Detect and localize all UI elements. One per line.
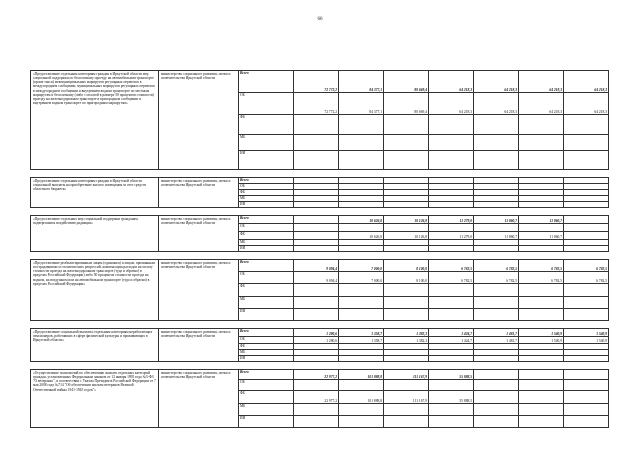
amount-cell: [339, 380, 384, 391]
table-row: [31, 216, 609, 224]
amount-cell: 64 218,3: [519, 71, 564, 93]
amount-cell: [384, 309, 429, 321]
amount-cell: [564, 115, 609, 135]
amount-cell: [564, 309, 609, 321]
amount-cell: [294, 216, 339, 224]
amount-cell: [519, 224, 564, 232]
amount-cell: [429, 224, 474, 232]
amount-cell: 1 280,6: [294, 329, 339, 337]
amount-cell: 1 382,3: [384, 337, 429, 344]
amount-cell: 80 669,4: [384, 93, 429, 115]
amount-cell: 101 888,8: [339, 391, 384, 404]
amount-cell: 64 218,3: [564, 71, 609, 93]
amount-cell: 64 218,3: [429, 93, 474, 115]
amount-cell: [339, 224, 384, 232]
amount-cell: 1 481,7: [474, 337, 519, 344]
amount-cell: [519, 309, 564, 321]
amount-cell: 6 782,5: [519, 260, 564, 272]
amount-cell: 84 377,1: [339, 93, 384, 115]
amount-cell: [474, 284, 519, 297]
amount-cell: [429, 309, 474, 321]
amount-cell: [474, 404, 519, 416]
amount-cell: [339, 416, 384, 428]
amount-cell: [519, 115, 564, 135]
funding-source: ИИ: [239, 309, 294, 321]
amount-cell: 101 888,8: [339, 370, 384, 380]
section-spacer: [31, 321, 609, 329]
amount-cell: [564, 232, 609, 240]
amount-cell: 6 782,5: [474, 272, 519, 284]
amount-cell: [564, 404, 609, 416]
amount-cell: 1 358,7: [339, 329, 384, 337]
amount-cell: 55 888,5: [429, 370, 474, 380]
amount-cell: [384, 284, 429, 297]
amount-cell: [564, 135, 609, 151]
amount-cell: [294, 416, 339, 428]
page-number: 66: [317, 17, 323, 22]
funding-source: ФБ: [239, 190, 294, 196]
funding-source: Всего: [239, 370, 294, 380]
funding-source: МБ: [239, 196, 294, 202]
measure-description: «Предоставление отдельных мер социальной поддержки гражданам, подвергшимся воздействию радиации»: [31, 216, 159, 252]
amount-cell: [384, 416, 429, 428]
table-row: [31, 370, 609, 380]
table-body: [31, 71, 609, 428]
amount-cell: 7 000,0: [339, 260, 384, 272]
amount-cell: [429, 380, 474, 391]
amount-cell: [339, 284, 384, 297]
amount-cell: [564, 416, 609, 428]
amount-cell: [429, 135, 474, 151]
measure-description: «Предоставление социальной выплаты отдельным категориям неработающих пенсионеров, работавших в сфере физической культуры и проживающих в Иркутской области»: [31, 329, 159, 362]
amount-cell: [429, 297, 474, 309]
amount-cell: [474, 370, 519, 380]
funding-source: ОБ: [239, 272, 294, 284]
amount-cell: [294, 284, 339, 297]
amount-cell: 10 126,8: [384, 216, 429, 224]
funding-source: МБ: [239, 350, 294, 356]
amount-cell: 9 094,4: [294, 260, 339, 272]
amount-cell: 80 669,4: [384, 71, 429, 93]
amount-cell: 6 782,5: [429, 272, 474, 284]
amount-cell: [429, 416, 474, 428]
amount-cell: 72 772,2: [294, 93, 339, 115]
amount-cell: [294, 297, 339, 309]
amount-cell: [519, 404, 564, 416]
amount-cell: 64 218,3: [564, 93, 609, 115]
table-row: [31, 260, 609, 272]
amount-cell: 10 126,8: [384, 232, 429, 240]
amount-cell: [564, 151, 609, 170]
amount-cell: [474, 309, 519, 321]
amount-cell: 1 358,7: [339, 337, 384, 344]
funding-source: ФБ: [239, 284, 294, 297]
amount-cell: [474, 224, 519, 232]
amount-cell: [339, 115, 384, 135]
amount-cell: 11 860,7: [519, 232, 564, 240]
funding-source: ФБ: [239, 391, 294, 404]
measure-description: «Осуществление полномочий по обеспечению жильем отдельных категорий граждан, установленных Федеральным законом от 12 января 1995 года №5-ФЗ "О ветеранах", в соответствии с Указом Президента Российской Федерации от 7 мая 2008 года №714 "Об обеспечении жильем ветеранов Великой Отечественной войны 1941-1945 годов"»: [31, 370, 159, 428]
amount-cell: [339, 404, 384, 416]
amount-cell: 6 782,5: [564, 272, 609, 284]
spacer-cell: [31, 208, 609, 216]
amount-cell: [474, 297, 519, 309]
amount-cell: 64 218,3: [474, 93, 519, 115]
funding-source: ОБ: [239, 337, 294, 344]
amount-cell: 1 540,9: [519, 337, 564, 344]
funding-source: ФБ: [239, 344, 294, 350]
amount-cell: [519, 284, 564, 297]
amount-cell: [429, 115, 474, 135]
budget-table: [30, 70, 609, 428]
responsible-executor: министерство социального развития, опеки и попечительства Иркутской области: [159, 370, 239, 428]
amount-cell: [564, 380, 609, 391]
measure-description: «Предоставление отдельным категориям граждан в Иркутской области мер социальной поддержки по бесплатному проезду на автомобильном транспорте (кроме такси) межмуниципальных маршрутов регулярных перевозок в междугороднем сообщении, муниципальных маршрутов регулярных перевозок в междугороднем сообщении и внутреннем водном транспорте по местным маршрутам и бесплатному (либо с оплатой в размере 50 процентов стоимости) проезду на железнодорожном транспорте в пригородном сообщении и внутреннем водном транспорте по пригородным маршрутам»: [31, 71, 159, 170]
funding-source: Всего: [239, 216, 294, 224]
amount-cell: [564, 216, 609, 224]
table-row: [31, 329, 609, 337]
measure-description: «Предоставление реабилитированным лицам (одиноким) и лицам, признанным пострадавшими от политических репрессий, компенсации расходов на оплату стоимости проезда на железнодорожном транспорте (туда и обратно) в пределах Российской Федерации) либо 50 процентов стоимости проезда на водном, на воздушном или на автомобильном транспорте (туда и обратно) в пределах Российской Федерации»: [31, 260, 159, 321]
spacer-cell: [31, 362, 609, 370]
spacer-cell: [31, 252, 609, 260]
amount-cell: [294, 232, 339, 240]
funding-source: Всего: [239, 178, 294, 184]
responsible-executor: министерство социального развития, опеки и попечительства Иркутской области: [159, 329, 239, 362]
amount-cell: [339, 309, 384, 321]
amount-cell: [519, 135, 564, 151]
funding-source: Всего: [239, 260, 294, 272]
amount-cell: [384, 224, 429, 232]
funding-source: ИИ: [239, 246, 294, 252]
spacer-cell: [31, 170, 609, 178]
amount-cell: [519, 370, 564, 380]
amount-cell: [429, 404, 474, 416]
funding-source: МБ: [239, 297, 294, 309]
funding-source: ОБ: [239, 93, 294, 115]
section-spacer: [31, 208, 609, 216]
amount-cell: [339, 135, 384, 151]
amount-cell: 11 860,7: [519, 216, 564, 224]
amount-cell: 10 626,8: [339, 216, 384, 224]
amount-cell: [294, 151, 339, 170]
funding-source: ОБ: [239, 380, 294, 391]
amount-cell: [474, 115, 519, 135]
amount-cell: 6 782,5: [474, 260, 519, 272]
amount-cell: [519, 151, 564, 170]
amount-cell: [429, 284, 474, 297]
amount-cell: 8 100,0: [384, 260, 429, 272]
funding-source: ИИ: [239, 356, 294, 362]
section-spacer: [31, 362, 609, 370]
amount-cell: 7 000,0: [339, 272, 384, 284]
amount-cell: [384, 380, 429, 391]
responsible-executor: министерство социального развития, опеки и попечительства Иркутской области: [159, 260, 239, 321]
amount-cell: 11 279,0: [429, 232, 474, 240]
amount-cell: [519, 380, 564, 391]
amount-cell: [294, 309, 339, 321]
amount-cell: 11 860,7: [474, 232, 519, 240]
amount-cell: 1 424,7: [429, 337, 474, 344]
section-spacer: [31, 252, 609, 260]
amount-cell: [564, 370, 609, 380]
amount-cell: [294, 404, 339, 416]
amount-cell: [294, 135, 339, 151]
funding-source: ИИ: [239, 151, 294, 170]
responsible-executor: министерство социального развития, опеки и попечительства Иркутской области: [159, 178, 239, 208]
amount-cell: [384, 404, 429, 416]
funding-source: МБ: [239, 240, 294, 246]
funding-source: ОБ: [239, 224, 294, 232]
amount-cell: 1 540,9: [564, 329, 609, 337]
amount-cell: 10 626,8: [339, 232, 384, 240]
amount-cell: 9 094,4: [294, 272, 339, 284]
amount-cell: 11 860,7: [474, 216, 519, 224]
amount-cell: [519, 391, 564, 404]
responsible-executor: министерство социального развития, опеки и попечительства Иркутской области: [159, 216, 239, 252]
amount-cell: [564, 391, 609, 404]
amount-cell: 1 540,9: [519, 329, 564, 337]
amount-cell: [384, 151, 429, 170]
amount-cell: [474, 380, 519, 391]
amount-cell: [519, 297, 564, 309]
amount-cell: [384, 115, 429, 135]
funding-source: МБ: [239, 135, 294, 151]
amount-cell: 64 218,3: [429, 71, 474, 93]
spacer-cell: [31, 321, 609, 329]
funding-source: ИИ: [239, 202, 294, 208]
section-spacer: [31, 170, 609, 178]
amount-cell: [384, 297, 429, 309]
amount-cell: 22 977,2: [294, 370, 339, 380]
amount-cell: 6 782,5: [429, 260, 474, 272]
amount-cell: [429, 151, 474, 170]
amount-cell: 22 977,2: [294, 391, 339, 404]
table-row: [31, 71, 609, 93]
funding-source: Всего: [239, 71, 294, 93]
amount-cell: [564, 297, 609, 309]
measure-description: «Предоставление отдельным категориям граждан в Иркутской области социальной выплаты на приобретение жилого помещения за счет средств областного бюджета»: [31, 178, 159, 208]
funding-source: ОБ: [239, 184, 294, 190]
amount-cell: 1 382,3: [384, 329, 429, 337]
amount-cell: [519, 416, 564, 428]
amount-cell: 84 377,1: [339, 71, 384, 93]
amount-cell: 11 279,0: [429, 216, 474, 224]
amount-cell: 55 888,5: [429, 391, 474, 404]
responsible-executor: министерство социального развития, опеки и попечительства Иркутской области: [159, 71, 239, 170]
funding-source: МБ: [239, 404, 294, 416]
amount-cell: [339, 151, 384, 170]
amount-cell: [384, 135, 429, 151]
amount-cell: [294, 380, 339, 391]
amount-cell: 8 100,0: [384, 272, 429, 284]
amount-cell: 64 218,3: [519, 93, 564, 115]
amount-cell: [339, 297, 384, 309]
amount-cell: 64 218,3: [474, 71, 519, 93]
amount-cell: [474, 416, 519, 428]
amount-cell: [564, 284, 609, 297]
funding-source: ФБ: [239, 115, 294, 135]
amount-cell: [564, 224, 609, 232]
amount-cell: [294, 115, 339, 135]
amount-cell: 1 540,9: [564, 337, 609, 344]
amount-cell: 6 782,5: [519, 272, 564, 284]
amount-cell: [474, 135, 519, 151]
amount-cell: [294, 224, 339, 232]
amount-cell: 1 481,7: [474, 329, 519, 337]
funding-source: ИИ: [239, 416, 294, 428]
amount-cell: 1 424,7: [429, 329, 474, 337]
funding-source: Всего: [239, 329, 294, 337]
amount-cell: [474, 151, 519, 170]
amount-cell: [474, 391, 519, 404]
amount-cell: 6 782,5: [564, 260, 609, 272]
funding-source: ФБ: [239, 232, 294, 240]
amount-cell: 1 280,6: [294, 337, 339, 344]
amount-cell: 72 772,2: [294, 71, 339, 93]
amount-cell: 111 167,9: [384, 391, 429, 404]
amount-cell: 111 167,9: [384, 370, 429, 380]
